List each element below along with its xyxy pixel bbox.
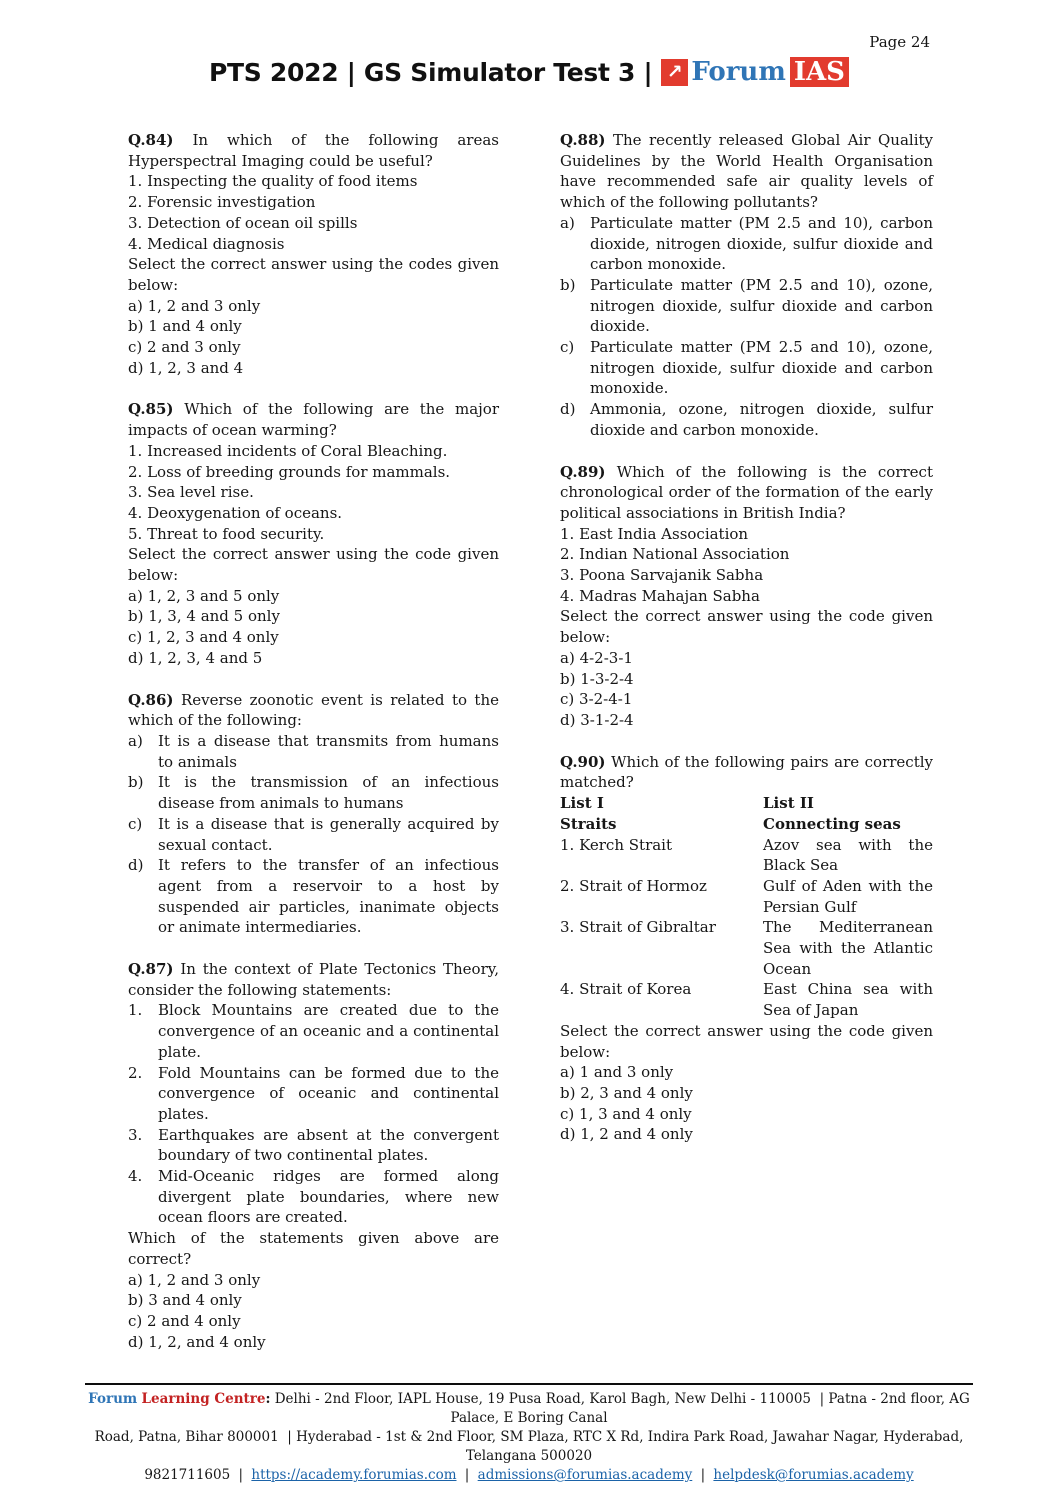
question-stem-text: Which of the following pairs are correctly matched? [560,752,933,792]
question-stem [128,959,499,1000]
question-stem [128,399,499,440]
match-table-row: 4. Strait of Korea East China sea with Sea of Japan [560,980,933,1020]
answer-option: c) 2 and 3 only [128,338,241,357]
question-options [560,213,933,441]
page-number: Page 24 [869,33,930,51]
answer-option: c) It is a disease that is generally acquired by sexual contact. [128,814,499,854]
question-stem [128,690,499,731]
match-table-subheader [560,814,933,835]
question-stem [560,130,933,213]
question-items [128,171,499,254]
question-item: 1. Inspecting the quality of food items [128,172,418,191]
footer-link-helpdesk[interactable]: helpdesk@forumias.academy [713,1467,914,1483]
question-stem-text: Which of the following are the major impacts of ocean warming? [128,400,500,440]
question-number: Q.85) [128,400,174,419]
separator: | [464,1467,470,1483]
question-stem-text: In the context of Plate Tectonics Theory, consider the following statements: [128,960,499,999]
question-number: Q.90) [560,752,606,771]
match-table-row: 2. Strait of Hormoz Gulf of Aden with the Persian Gulf [560,876,933,916]
question-90 [560,752,933,1145]
question-item: 2. Forensic investigation [128,193,316,212]
arrow-up-right-icon: ↗ [661,59,688,86]
question-stem [128,130,499,171]
answer-option: d) 1, 2, 3 and 4 [128,358,244,377]
question-items [128,441,499,545]
question-88 [560,130,933,441]
question-options [128,1270,499,1353]
select-line: Select the correct answer using the code given below: [560,1021,933,1061]
question-stem [560,752,933,793]
footer-address-line-2: Road, Patna, Bihar 800001 | Hyderabad - 1st & 2nd Floor, SM Plaza, RTC X Rd, Indira Park Road, Jawahar Nagar, Hyderabad, Telangana 500020 [94,1429,964,1464]
left-column [128,130,499,1352]
question-stem-text: The recently released Global Air Quality Guidelines by the World Health Organisation have recommended safe air quality levels of which of the following pollutants? [560,131,933,212]
answer-option: b) 1-3-2-4 [560,669,634,688]
answer-option: b) Particulate matter (PM 2.5 and 10), ozone, nitrogen dioxide, sulfur dioxide and carbon dioxide. [560,275,933,336]
question-84 [128,130,499,378]
match-table-row: 1. Kerch Strait Azov sea with the Black Sea [560,835,933,875]
footer [85,1383,973,1485]
question-options [560,1062,933,1145]
separator: | [238,1467,244,1483]
question-number: Q.88) [560,131,606,149]
answer-option: b) 2, 3 and 4 only [560,1083,693,1102]
footer-contact-line [85,1466,973,1485]
match-table-header [560,793,933,814]
select-line: Select the correct answer using the codes given below: [128,255,499,294]
answer-option: a) Particulate matter (PM 2.5 and 10), carbon dioxide, nitrogen dioxide, sulfur dioxide and carbon monoxide. [560,213,933,274]
question-stem [560,462,933,524]
question-options [128,296,499,379]
select-line: Select the correct answer using the code given below: [560,607,933,647]
answer-option: c) Particulate matter (PM 2.5 and 10), ozone, nitrogen dioxide, sulfur dioxide and carbon monoxide. [560,338,933,398]
statement-item: 1. Block Mountains are created due to the convergence of an oceanic and a continental plate. [128,1001,499,1061]
answer-option: a) 1, 2 and 3 only [128,296,261,315]
answer-option: a) 1, 2 and 3 only [128,1270,261,1289]
answer-option: a) 1 and 3 only [560,1063,674,1082]
footer-colon: : [265,1391,271,1407]
answer-option: c) 3-2-4-1 [560,690,633,709]
match-table-rows [560,835,933,1021]
question-item: 1. Increased incidents of Coral Bleaching. [128,441,448,460]
answer-option: c) 2 and 4 only [128,1311,241,1330]
question-number: Q.89) [560,462,606,481]
question-item: 1. East India Association [560,524,749,543]
question-stem-text: Reverse zoonotic event is related to the which of the following: [128,690,499,730]
question-item: 2. Loss of breeding grounds for mammals. [128,462,451,481]
separator: | [700,1467,706,1483]
question-options [128,586,499,669]
question-item: 5. Threat to food security. [128,524,325,543]
statement-item: 3. Earthquakes are absent at the convergent boundary of two continental plates. [128,1125,499,1165]
question-statements [128,1000,499,1228]
answer-option: b) It is the transmission of an infectious disease from animals to humans [128,773,499,813]
answer-option: b) 1 and 4 only [128,317,242,336]
answer-option: d) 1, 2, 3, 4 and 5 [128,648,263,667]
list-two-header: List II [763,794,814,813]
footer-link-website[interactable]: https://academy.forumias.com [251,1467,457,1483]
logo-ias-badge: IAS [790,57,849,87]
answer-option: d) 1, 2, and 4 only [128,1332,266,1351]
logo-forum-text: Forum [691,57,786,87]
question-87 [128,959,499,1352]
answer-option: c) 1, 3 and 4 only [560,1104,692,1123]
question-item: 4. Deoxygenation of oceans. [128,503,343,522]
select-line: Select the correct answer using the code given below: [128,545,499,585]
forumias-logo [661,57,849,87]
answer-option: b) 1, 3, 4 and 5 only [128,607,280,626]
footer-brand-centre: Learning Centre [141,1391,266,1407]
question-item: 3. Sea level rise. [128,483,254,502]
question-options [560,648,933,731]
answer-option: b) 3 and 4 only [128,1291,242,1310]
footer-address-line-1 [85,1390,973,1428]
question-number: Q.87) [128,960,174,979]
answer-option: a) 4-2-3-1 [560,648,633,667]
footer-phone: 9821711605 [144,1467,231,1483]
question-85 [128,399,499,668]
question-item: 2. Indian National Association [560,545,790,564]
answer-option: a) It is a disease that transmits from humans to animals [128,731,499,771]
question-number: Q.86) [128,690,174,709]
list-two-subheader: Connecting seas [763,814,901,833]
question-items [560,524,933,607]
footer-brand-forum: Forum [88,1391,138,1407]
statement-item: 2. Fold Mountains can be formed due to the convergence of oceanic and continental plates. [128,1063,499,1123]
answer-option: d) 3-1-2-4 [560,710,634,729]
answer-option: d) Ammonia, ozone, nitrogen dioxide, sulfur dioxide and carbon monoxide. [560,400,933,439]
question-item: 4. Madras Mahajan Sabha [560,586,760,605]
right-column [560,130,933,1145]
statement-item: 4. Mid-Oceanic ridges are formed along divergent plate boundaries, where new ocean floors are created. [128,1167,499,1227]
question-options [128,731,499,938]
footer-link-admissions[interactable]: admissions@forumias.academy [477,1467,693,1483]
answer-option: a) 1, 2, 3 and 5 only [128,586,280,605]
footer-address-text-1: Delhi - 2nd Floor, IAPL House, 19 Pusa Road, Karol Bagh, New Delhi - 110005 | Patna - 2nd floor, AG Palace, E Boring Canal [274,1391,970,1426]
select-line: Which of the statements given above are correct? [128,1229,499,1268]
question-number: Q.84) [128,131,174,149]
question-item: 4. Medical diagnosis [128,234,285,253]
match-table-row: 3. Strait of Gibraltar The Mediterranean Sea with the Atlantic Ocean [560,918,933,978]
question-stem-text: Which of the following is the correct chronological order of the formation of the early political associations in British India? [560,462,933,522]
answer-option: c) 1, 2, 3 and 4 only [128,628,279,647]
page-header [0,57,1058,87]
answer-option: d) It refers to the transfer of an infectious agent from a reservoir to a host by suspended air particles, inanimate objects or animate intermediaries. [128,856,499,937]
question-stem-text: In which of the following areas Hyperspectral Imaging could be useful? [128,131,499,170]
question-item: 3. Detection of ocean oil spills [128,213,358,232]
answer-option: d) 1, 2 and 4 only [560,1125,693,1144]
list-one-subheader: Straits [560,814,617,833]
page-title: PTS 2022 | GS Simulator Test 3 | [209,57,653,87]
list-one-header: List I [560,794,604,813]
question-89 [560,462,933,731]
question-86 [128,690,499,938]
question-item: 3. Poona Sarvajanik Sabha [560,566,764,585]
